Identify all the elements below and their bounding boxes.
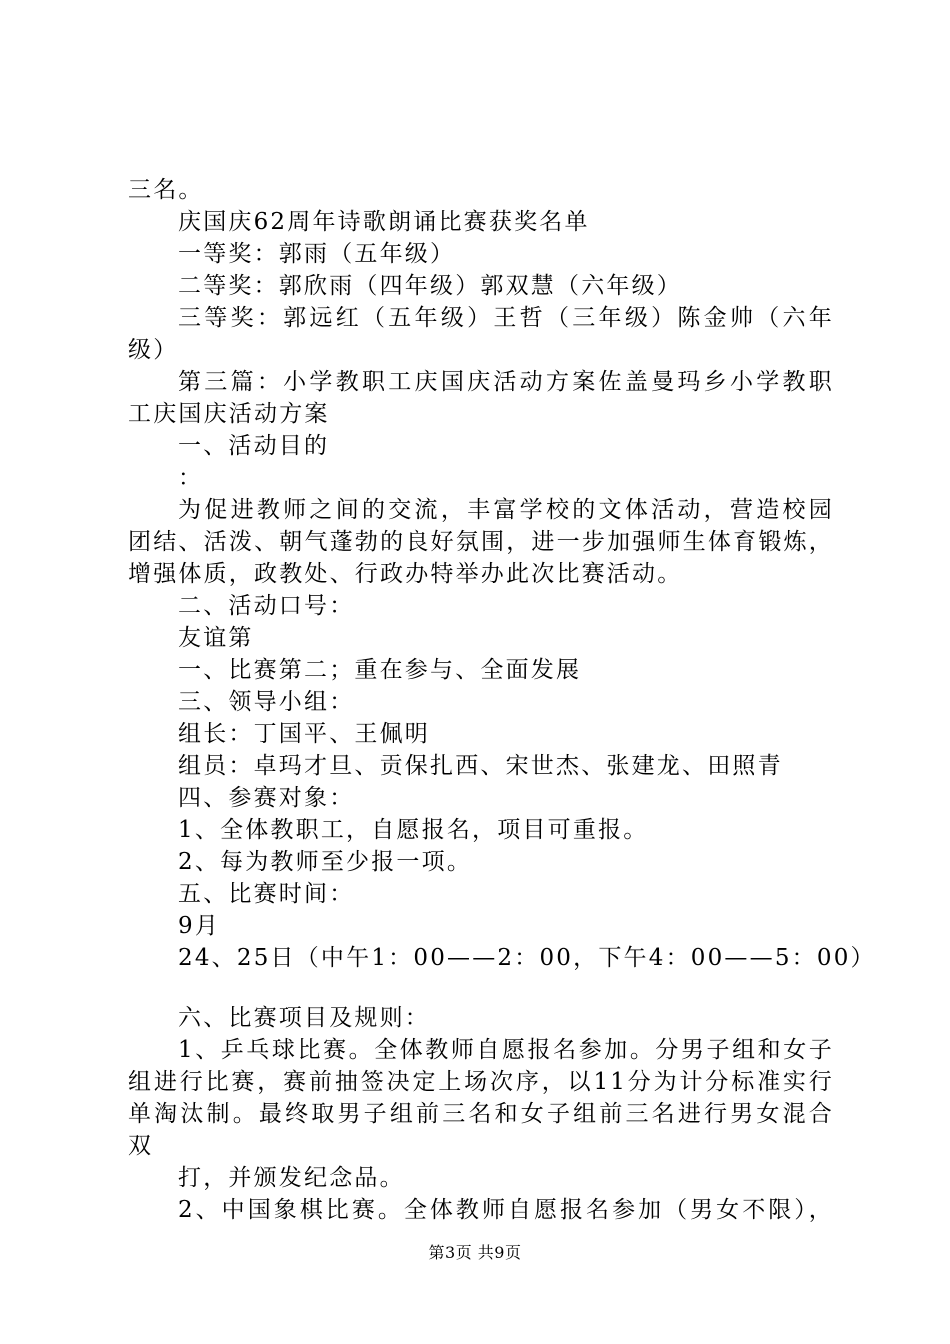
text-line: 1、乒乓球比赛。全体教师自愿报名参加。分男子组和女子 <box>178 1037 834 1063</box>
text-line: 9月 <box>178 913 221 939</box>
text-line: 单淘汰制。最终取男子组前三名和女子组前三名进行男女混合 <box>128 1101 834 1127</box>
text-line: 组长：丁国平、王佩明 <box>178 721 430 747</box>
section-heading: 四、参赛对象： <box>178 785 355 811</box>
section-heading: 五、比赛时间： <box>178 881 355 907</box>
text-line: 三等奖：郭远红（五年级）王哲（三年级）陈金帅（六年 <box>178 305 834 331</box>
text-line: 1、全体教职工，自愿报名，项目可重报。 <box>178 817 649 843</box>
section-heading: 六、比赛项目及规则： <box>178 1005 430 1031</box>
text-line: 为促进教师之间的交流，丰富学校的文体活动，营造校园 <box>178 497 834 523</box>
section-heading: 一、活动目的 <box>178 433 330 459</box>
text-line: 级） <box>128 337 179 363</box>
section-heading: 二、活动口号： <box>178 593 355 619</box>
section-heading: 三、领导小组： <box>178 689 355 715</box>
text-line: 工庆国庆活动方案 <box>128 401 330 427</box>
page-number: 第3页 共9页 <box>428 1243 522 1262</box>
text-line: 组进行比赛，赛前抽签决定上场次序，以11分为计分标准实行 <box>128 1069 834 1095</box>
text-line: 二等奖：郭欣雨（四年级）郭双慧（六年级） <box>178 273 682 299</box>
text-line: 第三篇：小学教职工庆国庆活动方案佐盖曼玛乡小学教职 <box>178 369 834 395</box>
paragraph-gap <box>128 974 834 1002</box>
text-line: 24、25日（中午1：00——2：00，下午4：00——5：00） <box>178 945 876 971</box>
text-line: ： <box>178 465 204 491</box>
text-line: 打，并颁发纪念品。 <box>178 1165 405 1191</box>
text-line: 一、比赛第二；重在参与、全面发展 <box>178 657 582 683</box>
text-line: 双 <box>128 1133 154 1159</box>
text-line: 组员：卓玛才旦、贡保扎西、宋世杰、张建龙、田照青 <box>178 753 783 779</box>
text-line: 一等奖：郭雨（五年级） <box>178 241 456 267</box>
text-line: 2、中国象棋比赛。全体教师自愿报名参加（男女不限）， <box>178 1197 834 1223</box>
text-line: 庆国庆62周年诗歌朗诵比赛获奖名单 <box>178 209 590 235</box>
text-line: 团结、活泼、朝气蓬勃的良好氛围，进一步加强师生体育锻炼， <box>128 529 834 555</box>
document-body <box>128 174 876 1226</box>
text-line: 增强体质，政教处、行政办特举办此次比赛活动。 <box>128 561 683 587</box>
text-line: 三名。 <box>128 177 204 203</box>
text-line: 友谊第 <box>178 625 254 651</box>
text-line: 2、每为教师至少报一项。 <box>178 849 473 875</box>
